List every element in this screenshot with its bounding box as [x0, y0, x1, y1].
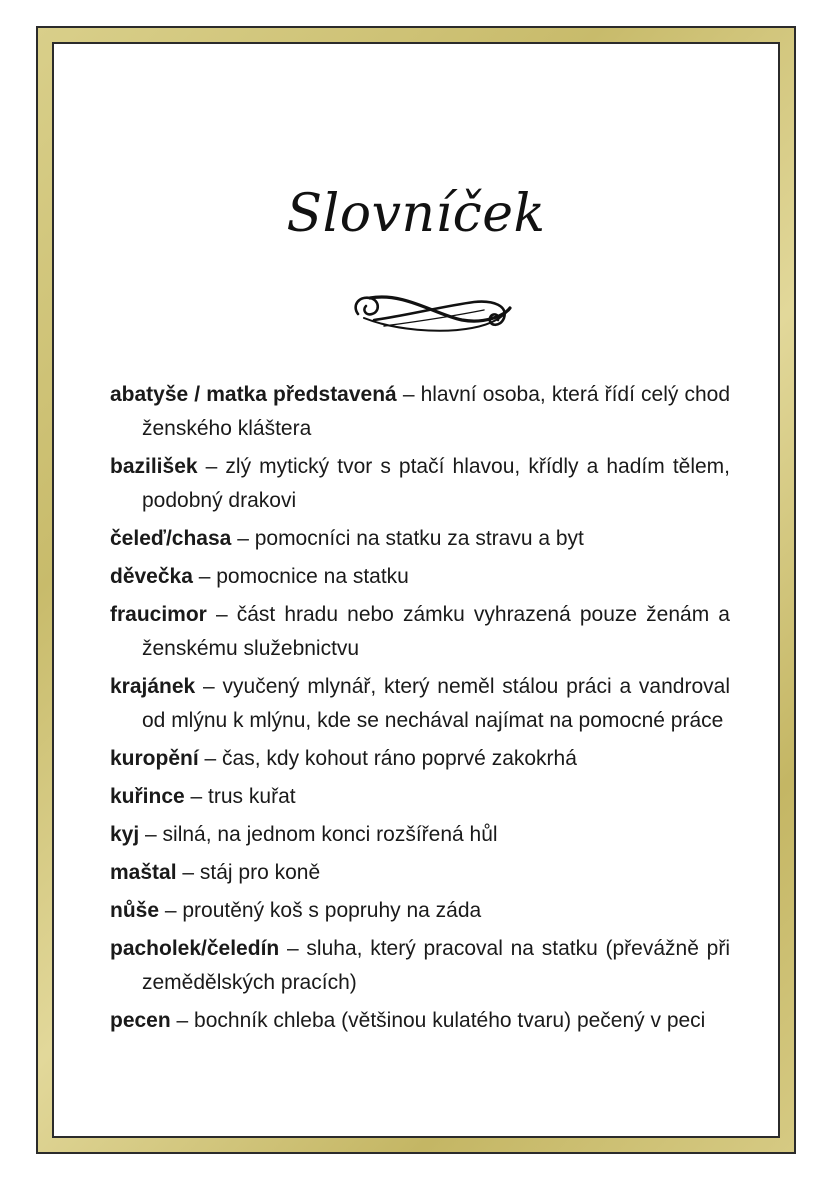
glossary-definition: – silná, na jednom konci rozšířená hůl: [139, 823, 498, 846]
glossary-definition: – bochník chleba (většinou kulatého tvaru) pečený v peci: [170, 1009, 706, 1032]
glossary-entry: [110, 856, 730, 890]
glossary-entry: [110, 522, 730, 556]
glossary-entry: [110, 742, 730, 776]
glossary-entry: [110, 780, 730, 814]
glossary-entry: [110, 1004, 730, 1038]
glossary-entry: [110, 378, 730, 446]
glossary-definition: – hlavní osoba, která řídí celý chod ženského kláštera: [142, 383, 730, 440]
glossary-entry: [110, 932, 730, 1000]
glossary-term: fraucimor: [110, 603, 207, 626]
glossary-list: [110, 378, 730, 1042]
glossary-term: nůše: [110, 899, 160, 922]
glossary-entry: [110, 670, 730, 738]
swirl-flourish-icon: [344, 276, 524, 352]
glossary-term: čeleď/chasa: [110, 527, 232, 550]
glossary-entry: [110, 598, 730, 666]
glossary-definition: – vyučený mlynář, který neměl stálou práci a vandroval od mlýnu k mlýnu, kde se nechával najímat na pomocné práce: [142, 675, 730, 732]
glossary-term: kyj: [110, 823, 140, 846]
glossary-term: pacholek/čeledín: [110, 937, 280, 960]
gold-frame: [36, 26, 796, 1154]
glossary-definition: – zlý mytický tvor s ptačí hlavou, křídly a hadím tělem, podobný drakovi: [142, 455, 730, 512]
glossary-definition: – pomocnice na statku: [192, 565, 409, 588]
page-panel: [52, 42, 780, 1138]
page-title: Slovníček: [286, 184, 546, 244]
glossary-term: kuropění: [110, 747, 199, 770]
glossary-entry: [110, 450, 730, 518]
glossary-definition: – trus kuřat: [184, 785, 296, 808]
glossary-term: děvečka: [110, 565, 193, 588]
glossary-term: abatyše / matka představená: [110, 383, 397, 406]
glossary-entry: [110, 560, 730, 594]
glossary-entry: [110, 818, 730, 852]
glossary-definition: – sluha, který pracoval na statku (převážně při zemědělských pracích): [142, 937, 730, 994]
glossary-definition: – stáj pro koně: [176, 861, 321, 884]
glossary-term: krajánek: [110, 675, 196, 698]
glossary-definition: – proutěný koš s popruhy na záda: [159, 899, 482, 922]
glossary-term: pecen: [110, 1009, 171, 1032]
glossary-term: bazilišek: [110, 455, 198, 478]
glossary-term: kuřince: [110, 785, 185, 808]
glossary-entry: [110, 894, 730, 928]
glossary-term: maštal: [110, 861, 177, 884]
glossary-definition: – pomocníci na statku za stravu a byt: [231, 527, 584, 550]
glossary-definition: – část hradu nebo zámku vyhrazená pouze ženám a ženskému služebnictvu: [142, 603, 730, 660]
glossary-definition: – čas, kdy kohout ráno poprvé zakokrhá: [198, 747, 577, 770]
